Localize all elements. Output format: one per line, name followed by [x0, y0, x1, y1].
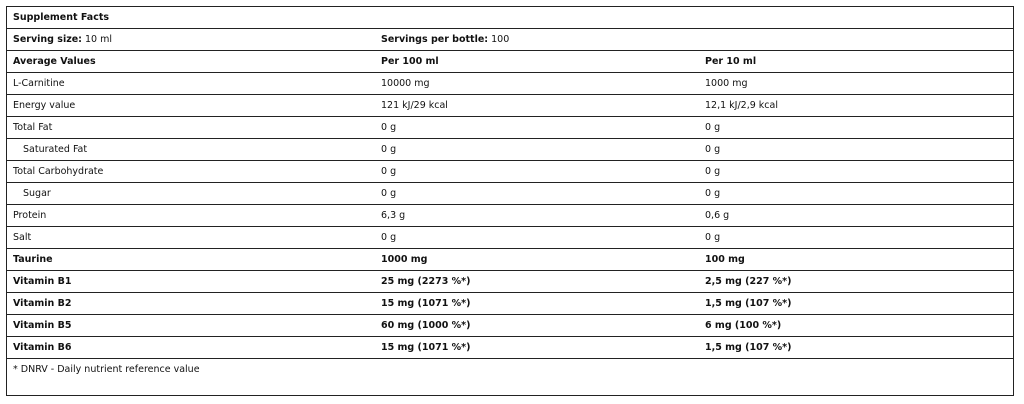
- per-10ml-value: 12,1 kJ/2,9 kcal: [705, 100, 778, 111]
- per-100ml-value: 0 g: [381, 166, 397, 177]
- per-100ml-value: 1000 mg: [381, 254, 428, 265]
- table-title: Supplement Facts: [13, 12, 110, 23]
- table-row: [7, 95, 1013, 117]
- per-100ml-value: 0 g: [381, 122, 397, 133]
- nutrient-name: Saturated Fat: [23, 144, 88, 155]
- serving-size-label: Serving size:: [13, 34, 82, 45]
- per-100ml-value: 15 mg (1071 %*): [381, 342, 471, 353]
- per-10ml-value: 1000 mg: [705, 78, 748, 89]
- header-row: [7, 51, 1013, 73]
- per-100ml-value: 25 mg (2273 %*): [381, 276, 471, 287]
- per-10ml-value: 0,6 g: [705, 210, 730, 221]
- nutrient-name: Sugar: [23, 188, 51, 199]
- table-row: [7, 315, 1013, 337]
- servings-per-bottle-label: Servings per bottle:: [381, 34, 489, 45]
- table-row: [7, 205, 1013, 227]
- supplement-facts-table: [6, 6, 1014, 396]
- footnote-row: [7, 359, 1013, 381]
- table-row: [7, 139, 1013, 161]
- table-row: [7, 73, 1013, 95]
- per-100ml-value: 10000 mg: [381, 78, 430, 89]
- per-100ml-value: 60 mg (1000 %*): [381, 320, 471, 331]
- nutrient-name: Total Carbohydrate: [13, 166, 104, 177]
- servings-per-bottle: [381, 29, 509, 51]
- servings-per-bottle-value: 100: [488, 34, 510, 45]
- serving-size-value: 10 ml: [81, 34, 113, 45]
- per-10ml-value: 1,5 mg (107 %*): [705, 298, 792, 309]
- per-10ml-value: 0 g: [705, 122, 721, 133]
- nutrient-name: Vitamin B1: [13, 276, 72, 287]
- title-row: [7, 7, 1013, 29]
- header-per-100ml: Per 100 ml: [381, 56, 439, 67]
- table-row: [7, 183, 1013, 205]
- table-row: [7, 227, 1013, 249]
- table-row: [7, 249, 1013, 271]
- per-10ml-value: 0 g: [705, 232, 721, 243]
- serving-size: [13, 29, 112, 51]
- table-row: [7, 293, 1013, 315]
- footnote: * DNRV - Daily nutrient reference value: [13, 364, 200, 375]
- nutrient-name: Total Fat: [13, 122, 53, 133]
- nutrient-name: Salt: [13, 232, 32, 243]
- nutrient-name: L-Carnitine: [13, 78, 65, 89]
- serving-row: [7, 29, 1013, 51]
- nutrient-name: Vitamin B2: [13, 298, 72, 309]
- nutrient-name: Energy value: [13, 100, 76, 111]
- nutrient-name: Protein: [13, 210, 47, 221]
- per-10ml-value: 1,5 mg (107 %*): [705, 342, 792, 353]
- per-100ml-value: 121 kJ/29 kcal: [381, 100, 448, 111]
- table-row: [7, 337, 1013, 359]
- per-100ml-value: 0 g: [381, 232, 397, 243]
- per-10ml-value: 6 mg (100 %*): [705, 320, 782, 331]
- per-10ml-value: 2,5 mg (227 %*): [705, 276, 792, 287]
- per-100ml-value: 15 mg (1071 %*): [381, 298, 471, 309]
- table-row: [7, 117, 1013, 139]
- per-10ml-value: 0 g: [705, 144, 721, 155]
- per-100ml-value: 6,3 g: [381, 210, 406, 221]
- nutrient-name: Vitamin B6: [13, 342, 72, 353]
- per-10ml-value: 0 g: [705, 166, 721, 177]
- per-100ml-value: 0 g: [381, 188, 397, 199]
- header-per-10ml: Per 10 ml: [705, 56, 757, 67]
- table-row: [7, 161, 1013, 183]
- table-row: [7, 271, 1013, 293]
- per-100ml-value: 0 g: [381, 144, 397, 155]
- nutrient-name: Vitamin B5: [13, 320, 72, 331]
- per-10ml-value: 100 mg: [705, 254, 745, 265]
- per-10ml-value: 0 g: [705, 188, 721, 199]
- nutrient-name: Taurine: [13, 254, 53, 265]
- header-average-values: Average Values: [13, 56, 96, 67]
